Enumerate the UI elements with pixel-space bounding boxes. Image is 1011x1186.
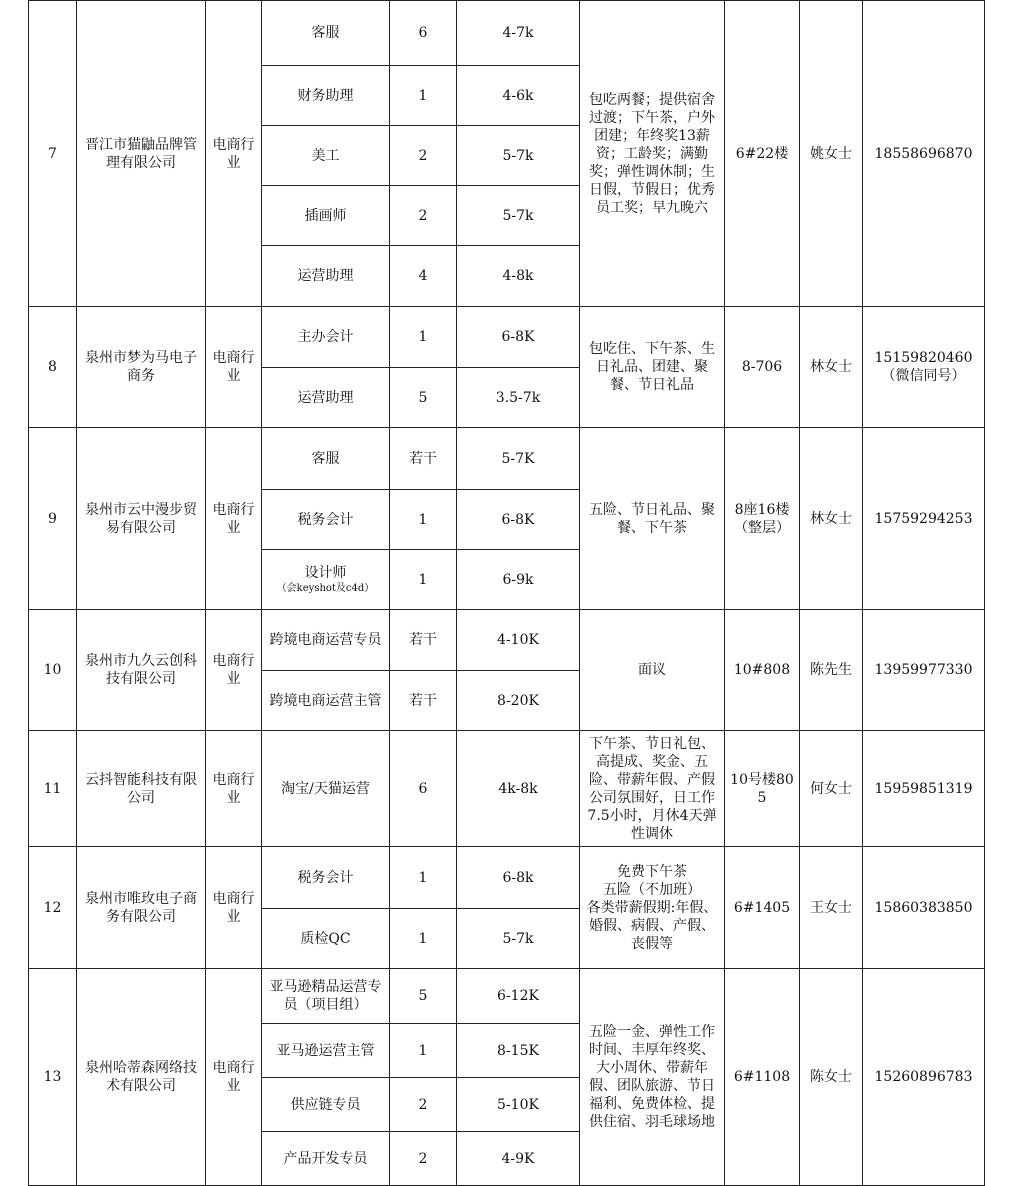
salary-cell: 6-12K — [457, 969, 580, 1024]
headcount-cell: 5 — [390, 368, 457, 428]
industry-cell: 电商行业 — [206, 428, 262, 610]
position-title-text: 插画师 — [304, 207, 347, 224]
benefits-cell: 下午茶、节日礼包、高提成、奖金、五险、带薪年假、产假公司氛围好，日工作7.5小时，月休4天弹性调休 — [580, 731, 725, 847]
headcount-cell: 1 — [390, 490, 457, 550]
address-cell: 6#22楼 — [725, 1, 800, 307]
salary-cell: 8-20K — [457, 671, 580, 731]
position-title-cell — [262, 1132, 390, 1186]
position-title-cell — [262, 428, 390, 490]
salary-cell: 6-8k — [457, 847, 580, 909]
salary-cell: 4-10K — [457, 610, 580, 671]
phone-cell: 15759294253 — [863, 428, 985, 610]
phone-cell: 15159820460（微信同号） — [863, 307, 985, 428]
headcount-cell: 若干 — [390, 610, 457, 671]
industry-cell: 电商行业 — [206, 1, 262, 307]
row-number-cell: 13 — [29, 969, 77, 1186]
position-title-cell — [262, 909, 390, 969]
position-title-text: 美工 — [311, 147, 340, 164]
position-title-text: 产品开发专员 — [283, 1150, 368, 1167]
headcount-cell: 1 — [390, 909, 457, 969]
contact-person-cell: 陈先生 — [800, 610, 863, 731]
position-title-cell — [262, 66, 390, 126]
company-name-cell: 泉州市梦为马电子商务 — [77, 307, 206, 428]
salary-cell: 5-7k — [457, 909, 580, 969]
benefits-cell: 包吃住、下午茶、生日礼品、团建、聚餐、节日礼品 — [580, 307, 725, 428]
headcount-cell: 5 — [390, 969, 457, 1024]
row-number-cell: 10 — [29, 610, 77, 731]
company-name-cell: 泉州市唯玫电子商务有限公司 — [77, 847, 206, 969]
salary-cell: 8-15K — [457, 1024, 580, 1078]
position-title-cell — [262, 731, 390, 847]
contact-person-cell: 王女士 — [800, 847, 863, 969]
job-table — [28, 0, 985, 1186]
phone-cell: 15959851319 — [863, 731, 985, 847]
salary-cell: 4-8k — [457, 246, 580, 307]
address-cell: 10#808 — [725, 610, 800, 731]
position-title-cell — [262, 186, 390, 246]
position-title-cell — [262, 368, 390, 428]
position-title-text: 税务会计 — [297, 511, 354, 528]
salary-cell: 5-10K — [457, 1078, 580, 1132]
company-name-cell: 泉州市云中漫步贸易有限公司 — [77, 428, 206, 610]
position-title-text: 设计师 — [304, 565, 347, 581]
position-title-cell — [262, 1078, 390, 1132]
company-name-cell: 泉州市九久云创科技有限公司 — [77, 610, 206, 731]
salary-cell: 4-9K — [457, 1132, 580, 1186]
industry-cell: 电商行业 — [206, 610, 262, 731]
position-title-text: 运营助理 — [297, 389, 354, 406]
position-title-cell — [262, 1024, 390, 1078]
position-title-cell — [262, 610, 390, 671]
salary-cell: 3.5-7k — [457, 368, 580, 428]
industry-cell: 电商行业 — [206, 731, 262, 847]
salary-cell: 4k-8k — [457, 731, 580, 847]
headcount-cell: 6 — [390, 731, 457, 847]
position-title-text: 跨境电商运营专员 — [269, 632, 382, 648]
company-name-cell: 泉州哈蒂森网络技术有限公司 — [77, 969, 206, 1186]
company-name-cell: 晋江市猫鼬品牌管理有限公司 — [77, 1, 206, 307]
table-row — [29, 307, 985, 368]
headcount-cell: 2 — [390, 126, 457, 186]
position-title-text: 客服 — [311, 450, 340, 467]
position-title-text: 财务助理 — [297, 87, 354, 104]
salary-cell: 6-8K — [457, 307, 580, 368]
position-title-cell — [262, 847, 390, 909]
position-title-text: 客服 — [311, 25, 340, 41]
address-cell: 8座16楼（整层） — [725, 428, 800, 610]
salary-cell: 4-6k — [457, 66, 580, 126]
industry-cell: 电商行业 — [206, 307, 262, 428]
position-note-text: （会keyshot及c4d） — [276, 583, 375, 594]
headcount-cell: 1 — [390, 847, 457, 909]
headcount-cell: 4 — [390, 246, 457, 307]
table-row — [29, 1, 985, 66]
position-title-text: 淘宝/天猫运营 — [281, 780, 370, 797]
position-title-cell — [262, 490, 390, 550]
benefits-cell: 五险、节日礼品、聚餐、下午茶 — [580, 428, 725, 610]
headcount-cell: 1 — [390, 307, 457, 368]
position-title-cell — [262, 671, 390, 731]
position-title-cell — [262, 307, 390, 368]
position-title-cell — [262, 1, 390, 66]
headcount-cell: 1 — [390, 1024, 457, 1078]
salary-cell: 6-9k — [457, 550, 580, 610]
salary-cell: 5-7k — [457, 126, 580, 186]
headcount-cell: 2 — [390, 1132, 457, 1186]
headcount-cell: 2 — [390, 1078, 457, 1132]
position-title-text: 亚马逊运营主管 — [276, 1042, 375, 1059]
salary-cell: 6-8K — [457, 490, 580, 550]
headcount-cell: 2 — [390, 186, 457, 246]
salary-cell: 5-7k — [457, 186, 580, 246]
position-title-text: 亚马逊精品运营专员（项目组） — [269, 979, 382, 1013]
position-title-cell — [262, 969, 390, 1024]
position-title-text: 税务会计 — [297, 869, 354, 886]
phone-cell: 13959977330 — [863, 610, 985, 731]
headcount-cell: 1 — [390, 550, 457, 610]
position-title-cell — [262, 126, 390, 186]
table-row — [29, 731, 985, 847]
contact-person-cell: 陈女士 — [800, 969, 863, 1186]
headcount-cell: 1 — [390, 66, 457, 126]
position-title-text: 供应链专员 — [290, 1096, 361, 1113]
row-number-cell: 8 — [29, 307, 77, 428]
table-row — [29, 969, 985, 1024]
row-number-cell: 9 — [29, 428, 77, 610]
table-row — [29, 610, 985, 671]
position-title-text: 质检QC — [300, 930, 351, 947]
phone-cell: 15260896783 — [863, 969, 985, 1186]
table-row — [29, 428, 985, 490]
position-title-cell — [262, 550, 390, 610]
position-title-text: 跨境电商运营主管 — [269, 692, 382, 709]
headcount-cell: 若干 — [390, 671, 457, 731]
position-title-cell — [262, 246, 390, 307]
address-cell: 6#1108 — [725, 969, 800, 1186]
company-name-cell: 云抖智能科技有限公司 — [77, 731, 206, 847]
position-title-text: 主办会计 — [297, 329, 354, 345]
benefits-cell: 面议 — [580, 610, 725, 731]
address-cell: 6#1405 — [725, 847, 800, 969]
salary-cell: 5-7K — [457, 428, 580, 490]
industry-cell: 电商行业 — [206, 847, 262, 969]
position-title-text: 运营助理 — [297, 268, 354, 284]
benefits-cell: 免费下午茶 五险（不加班） 各类带薪假期:年假、婚假、病假、产假、丧假等 — [580, 847, 725, 969]
headcount-cell: 6 — [390, 1, 457, 66]
contact-person-cell: 何女士 — [800, 731, 863, 847]
address-cell: 10号楼805 — [725, 731, 800, 847]
contact-person-cell: 林女士 — [800, 428, 863, 610]
row-number-cell: 11 — [29, 731, 77, 847]
phone-cell: 15860383850 — [863, 847, 985, 969]
benefits-cell: 包吃两餐；提供宿舍过渡；下午茶，户外团建；年终奖13薪资；工龄奖；满勤奖；弹性调休制；生日假，节假日；优秀员工奖；早九晚六 — [580, 1, 725, 307]
industry-cell: 电商行业 — [206, 969, 262, 1186]
contact-person-cell: 林女士 — [800, 307, 863, 428]
address-cell: 8-706 — [725, 307, 800, 428]
salary-cell: 4-7k — [457, 1, 580, 66]
benefits-cell: 五险一金、弹性工作时间、丰厚年终奖、大小周休、带薪年假、团队旅游、节日福利、免费体检、提供住宿、羽毛球场地 — [580, 969, 725, 1186]
headcount-cell: 若干 — [390, 428, 457, 490]
phone-cell: 18558696870 — [863, 1, 985, 307]
row-number-cell: 12 — [29, 847, 77, 969]
table-row — [29, 847, 985, 909]
row-number-cell: 7 — [29, 1, 77, 307]
contact-person-cell: 姚女士 — [800, 1, 863, 307]
